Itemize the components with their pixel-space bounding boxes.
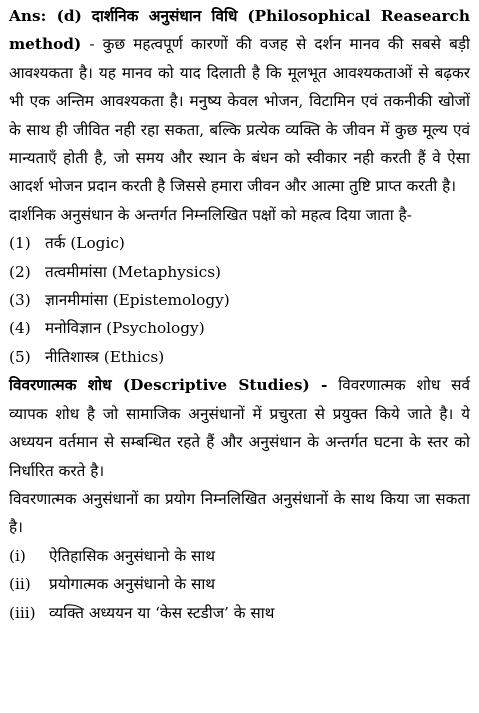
list-item-number: (1)	[9, 234, 31, 253]
list-item-text: प्रयोगात्मक अनुसंधानो के साथ	[49, 575, 216, 594]
list-item	[9, 229, 470, 257]
list-item	[9, 542, 470, 570]
list-item	[9, 314, 470, 342]
philosophical-aspects-list	[9, 229, 470, 371]
list-item-number: (3)	[9, 291, 31, 310]
section1-intro: दार्शनिक अनुसंधान के अन्तर्गत निम्नलिखित पक्षों को महत्व दिया जाता है-	[9, 205, 412, 224]
list-item-text: तर्क (Logic)	[45, 234, 125, 253]
list-item	[9, 258, 470, 286]
list-item-number: (2)	[9, 262, 31, 281]
list-item-number: (5)	[9, 347, 31, 366]
section2-intro: विवरणात्मक अनुसंधानों का प्रयोग निम्नलिखित अनुसंधानों के साथ किया जा सकता है।	[9, 489, 470, 537]
section1-paragraph	[9, 2, 470, 201]
list-item-number: (ii)	[9, 575, 31, 594]
section1-title-hindi: दार्शनिक अनुसंधान विधि	[91, 7, 238, 25]
list-item-text: नीतिशास्त्र (Ethics)	[45, 347, 165, 366]
section2-body: विवरणात्मक शोध सर्व व्यापक शोध है जो सामाजिक अनुसंधानों में प्रचुरता से प्रयुक्त किये जाते है। ये अध्ययन वर्तमान से सम्बन्धित रहते हैं और अनुसंधान के अन्तर्गत घटना के स्तर को निर्धारित करते है।	[9, 376, 470, 480]
list-item	[9, 286, 470, 314]
answer-label: Ans: (d)	[9, 7, 82, 25]
section1-title-english: (Philosophical Reasearch method)	[9, 7, 470, 54]
list-item-text: ज्ञानमीमांसा (Epistemology)	[45, 291, 230, 310]
list-item-text: व्यक्ति अध्ययन या ‘केस स्टडीज’ के साथ	[49, 603, 275, 622]
list-item-text: मनोविज्ञान (Psychology)	[45, 319, 205, 338]
list-item	[9, 570, 470, 598]
list-item-number: (4)	[9, 319, 31, 338]
section2-title: विवरणात्मक शोध (Descriptive Studies) -	[9, 376, 328, 395]
list-item	[9, 599, 470, 627]
descriptive-uses-list	[9, 542, 470, 627]
section2-paragraph	[9, 371, 470, 485]
section1-body: - कुछ महत्वपूर्ण कारणों की वजह से दर्शन मानव की सबसे बड़ी आवश्यकता है। यह मानव को याद दिलाती है कि मूलभूत आवश्यकताओं से बढ़कर भी एक अन्तिम आवश्यकता है। मनुष्य केवल भोजन, विटामिन एवं तकनीकी खोजों के साथ ही जीवित नही रहा सकता, बल्कि प्रत्येक व्यक्ति के जीवन में कुछ मूल्य एवं मान्यताएँ होती है, जो समय और स्थान के बंधन को स्वीकार नही करती हैं वे ऐसा आदर्श भोजन प्रदान करती है जिससे हमारा जीवन और आत्मा तुष्टि प्राप्त करती है।	[9, 35, 470, 196]
list-item-text: ऐतिहासिक अनुसंधानो के साथ	[49, 546, 216, 565]
list-item	[9, 343, 470, 371]
list-item-number: (iii)	[9, 603, 36, 622]
list-item-text: तत्वमीमांसा (Metaphysics)	[45, 262, 222, 281]
list-item-number: (i)	[9, 546, 26, 565]
